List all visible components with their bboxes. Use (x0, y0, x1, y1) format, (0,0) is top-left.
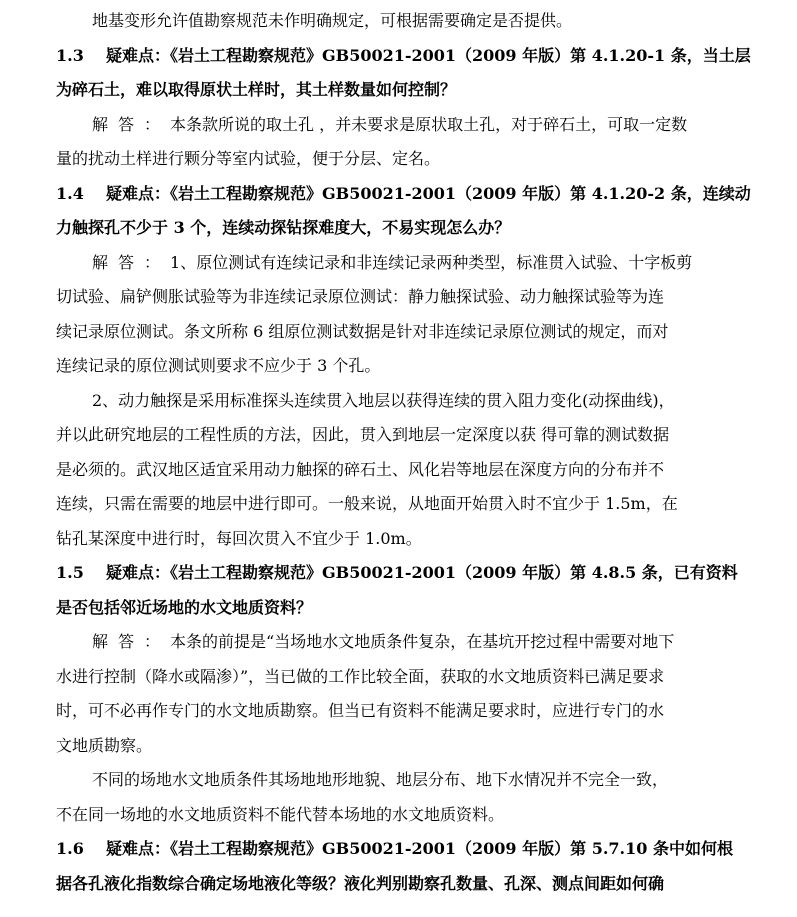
answer-line: 文地质勘察。 (56, 735, 153, 755)
heading-continuation: 是否包括邻近场地的水文地质资料？ (56, 597, 313, 617)
heading-text: 疑难点：《岩土工程勘察规范》GB50021-2001（2009 年版）第 4.1.20-1 条，当土层 (106, 45, 751, 65)
section-number: 1.5 (56, 563, 84, 582)
answer-paragraph (56, 108, 759, 143)
answer-paragraph (56, 246, 759, 281)
answer-line: 钻孔某深度中进行时，每回次贯入不宜少于 1.0m。 (56, 528, 422, 548)
answer-line: 连续，只需在需要的地层中进行即可。一般来说，从地面开始贯入时不宜少于 1.5m，在 (56, 494, 678, 513)
heading-text: 疑难点：《岩土工程勘察规范》GB50021-2001（2009 年版）第 4.8.5 条，已有资料 (106, 563, 738, 582)
answer-text: 本条款所说的取土孔 ，并未要求是原状取土孔，对于碎石土，可取一定数 (170, 114, 688, 134)
answer-line: 是必须的。武汉地区适宜采用动力触探的碎石土、风化岩等地层在深度方向的分布并不 (56, 459, 665, 479)
answer-line: 量的扰动土样进行颗分等室内试验，便于分层、定名。 (56, 149, 441, 168)
heading-continuation: 力触探孔不少于 3 个，连续动探钻探难度大，不易实现怎么办？ (56, 218, 511, 237)
answer-label: 解答： (92, 632, 171, 651)
section-number: 1.6 (56, 839, 84, 858)
answer-line: 时，可不必再作专门的水文地质勘察。但当已有资料不能满足要求时，应进行专门的水 (56, 701, 665, 720)
section-heading (56, 832, 759, 867)
answer-line: 并以此研究地层的工程性质的方法，因此，贯入到地层一定深度以获 得可靠的测试数据 (56, 425, 670, 444)
answer-line: 水进行控制（降水或隔渗）”，当已做的工作比较全面，获取的水文地质资料已满足要求 (56, 666, 665, 686)
section-1-3 (56, 39, 759, 177)
answer-paragraph (56, 625, 759, 660)
answer-text: 本条的前提是“当场地水文地质条件复杂，在基坑开挖过程中需要对地下 (170, 632, 675, 651)
section-1-5 (56, 556, 759, 832)
answer-line: 续记录原位测试。条文所称 6 组原位测试数据是针对非连续记录原位测试的规定，而对 (56, 321, 669, 341)
answer-line: 切试验、扁铲侧胀试验等为非连续记录原位测试：静力触探试验、动力触探试验等为连 (56, 287, 665, 306)
section-number: 1.4 (56, 183, 84, 203)
answer-line: 连续记录的原位测试则要求不应少于 3 个孔。 (56, 356, 381, 375)
section-number: 1.3 (56, 45, 84, 65)
answer-line: 不在同一场地的水文地质资料不能代替本场地的水文地质资料。 (56, 804, 505, 824)
section-heading (56, 556, 759, 591)
heading-text: 疑难点：《岩土工程勘察规范》GB50021-2001（2009 年版）第 5.7.10 条中如何根 (106, 839, 733, 858)
answer-text: 1、原位测试有连续记录和非连续记录两种类型，标准贯入试验、十字板剪 (170, 252, 693, 272)
section-1-4 (56, 177, 759, 557)
answer-label: 解答： (92, 252, 171, 272)
answer-label: 解答： (92, 114, 171, 134)
heading-text: 疑难点：《岩土工程勘察规范》GB50021-2001（2009 年版）第 4.1.20-2 条，连续动 (106, 183, 751, 203)
heading-continuation: 据各孔液化指数综合确定场地液化等级？液化判别勘察孔数量、孔深、测点间距如何确 (56, 873, 665, 893)
section-1-6 (56, 832, 759, 901)
answer-paragraph-2: 不同的场地水文地质条件其场地地形地貌、地层分布、地下水情况并不完全一致， (92, 770, 669, 789)
intro-paragraph: 地基变形允许值勘察规范未作明确规定，可根据需要确定是否提供。 (92, 11, 573, 30)
section-heading (56, 39, 759, 74)
answer-paragraph-2: 2、动力触探是采用标准探头连续贯入地层以获得连续的贯入阻力变化(动探曲线)， (92, 390, 675, 410)
section-heading (56, 177, 759, 212)
heading-continuation: 为碎石土，难以取得原状土样时，其土样数量如何控制？ (56, 80, 457, 99)
